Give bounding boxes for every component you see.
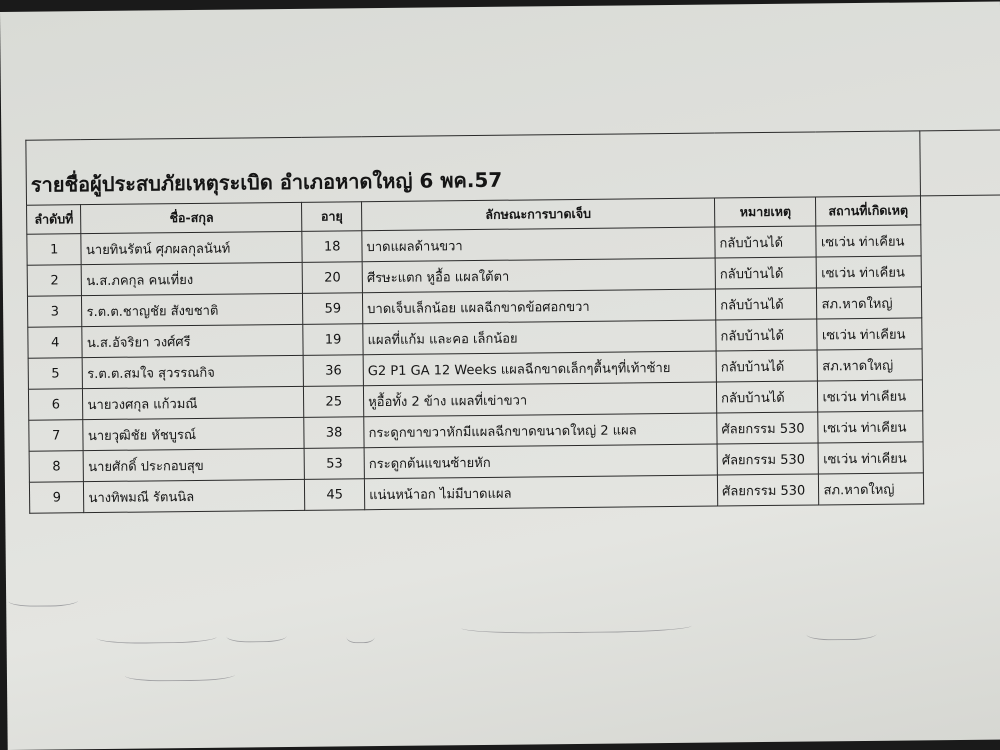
cell-note: กลับบ้านได้ xyxy=(716,381,818,413)
cell-injury: กระดูกต้นแขนซ้ายหัก xyxy=(364,444,717,479)
cell-injury: ศีรษะแตก หูอื้อ แผลใต้ตา xyxy=(362,258,715,293)
cell-no: 4 xyxy=(28,327,83,359)
cell-age: 45 xyxy=(305,479,365,511)
handwritten-note-name xyxy=(96,628,216,644)
cell-injury: หูอื้อทั้ง 2 ข้าง แผลที่เข่าขวา xyxy=(364,382,717,417)
cell-no: 3 xyxy=(27,296,82,328)
cell-note: กลับบ้านได้ xyxy=(715,226,817,258)
cell-place: สภ.หาดใหญ่ xyxy=(818,349,923,381)
victims-table xyxy=(25,130,1000,514)
cell-place: เซเว่น ท่าเคียน xyxy=(816,225,921,257)
cell-age: 18 xyxy=(302,231,362,263)
handwritten-note-margin xyxy=(8,591,78,607)
header-place: สถานที่เกิดเหตุ xyxy=(816,196,921,226)
cell-note: กลับบ้านได้ xyxy=(716,319,818,351)
cell-note: ศัลยกรรม 530 xyxy=(717,443,819,475)
cell-injury: บาดเจ็บเล็กน้อย แผลฉีกขาดข้อศอกขวา xyxy=(363,289,716,324)
header-injury: ลักษณะการบาดเจ็บ xyxy=(362,198,715,231)
cell-name: น.ส.ภคกุล คนเที่ยง xyxy=(82,262,303,295)
cell-place: เซเว่น ท่าเคียน xyxy=(817,256,922,288)
cell-injury: กระดูกขาขวาหักมีแผลฉีกขาดขนาดใหญ่ 2 แผล xyxy=(364,413,717,448)
header-name: ชื่อ-สกุล xyxy=(81,202,302,233)
cell-note: กลับบ้านได้ xyxy=(715,257,817,289)
cell-place: เซเว่น ท่าเคียน xyxy=(818,380,923,412)
cell-place: เซเว่น ท่าเคียน xyxy=(819,442,924,474)
cell-age: 25 xyxy=(304,386,364,418)
cell-note: ศัลยกรรม 530 xyxy=(717,474,819,506)
handwritten-note-surname xyxy=(226,627,286,643)
handwritten-note-injury xyxy=(461,617,691,634)
cell-age: 59 xyxy=(303,293,363,325)
handwritten-note-hn xyxy=(125,666,235,682)
cell-no: 8 xyxy=(29,451,84,483)
cell-name: ร.ต.ต.สมใจ สุวรรณกิจ xyxy=(83,355,304,388)
cell-note: ศัลยกรรม 530 xyxy=(717,412,819,444)
cell-name: นายศักดิ์ ประกอบสุข xyxy=(84,448,305,481)
title-row xyxy=(26,130,1000,205)
cell-name: นายวุฒิชัย หัชบูรณ์ xyxy=(83,417,304,450)
table-body xyxy=(27,224,1000,513)
cell-name: น.ส.อัจริยา วงศ์ศรี xyxy=(82,324,303,357)
cell-name: นางทิพมณี รัตนนิล xyxy=(84,479,305,512)
cell-no: 9 xyxy=(29,482,84,514)
cell-no: 7 xyxy=(29,420,84,452)
header-age: อายุ xyxy=(302,202,362,232)
header-no: ลำดับที่ xyxy=(27,205,82,235)
cell-injury: G2 P1 GA 12 Weeks แผลฉีกขาดเล็กๆตื้นๆที่เท้าซ้าย xyxy=(363,351,716,386)
cell-place: เซเว่น ท่าเคียน xyxy=(818,411,923,443)
paper-sheet xyxy=(0,2,1000,750)
cell-note: กลับบ้านได้ xyxy=(715,288,817,320)
document-title: รายชื่อผู้ประสบภัยเหตุระเบิด อำเภอหาดใหญ่ 6 พค.57 xyxy=(26,131,921,205)
cell-age: 20 xyxy=(302,262,362,294)
header-note: หมายเหตุ xyxy=(715,197,817,227)
cell-place: สภ.หาดใหญ่ xyxy=(817,287,922,319)
cell-no: 5 xyxy=(28,358,83,390)
cell-no: 6 xyxy=(28,389,83,421)
handwritten-note-status xyxy=(806,625,876,641)
title-empty-cell xyxy=(920,130,1000,196)
cell-no: 2 xyxy=(27,265,82,297)
cell-age: 38 xyxy=(304,417,364,449)
cell-age: 19 xyxy=(303,324,363,356)
cell-note: กลับบ้านได้ xyxy=(716,350,818,382)
cell-place: เซเว่น ท่าเคียน xyxy=(817,318,922,350)
cell-no: 1 xyxy=(27,234,82,266)
cell-name: ร.ต.ต.ชาญชัย สังขชาติ xyxy=(82,293,303,326)
handwritten-note-age xyxy=(346,628,374,643)
cell-place: สภ.หาดใหญ่ xyxy=(819,473,924,505)
cell-name: นายวงศกุล แก้วมณี xyxy=(83,386,304,419)
cell-injury: บาดแผลด้านขวา xyxy=(362,227,715,262)
cell-age: 53 xyxy=(304,448,364,480)
cell-age: 36 xyxy=(303,355,363,387)
cell-injury: แผลที่แก้ม และคอ เล็กน้อย xyxy=(363,320,716,355)
cell-injury: แน่นหน้าอก ไม่มีบาดแผล xyxy=(365,475,718,510)
cell-name: นายทินรัตน์ ศุภผลกุลนันท์ xyxy=(81,231,302,264)
